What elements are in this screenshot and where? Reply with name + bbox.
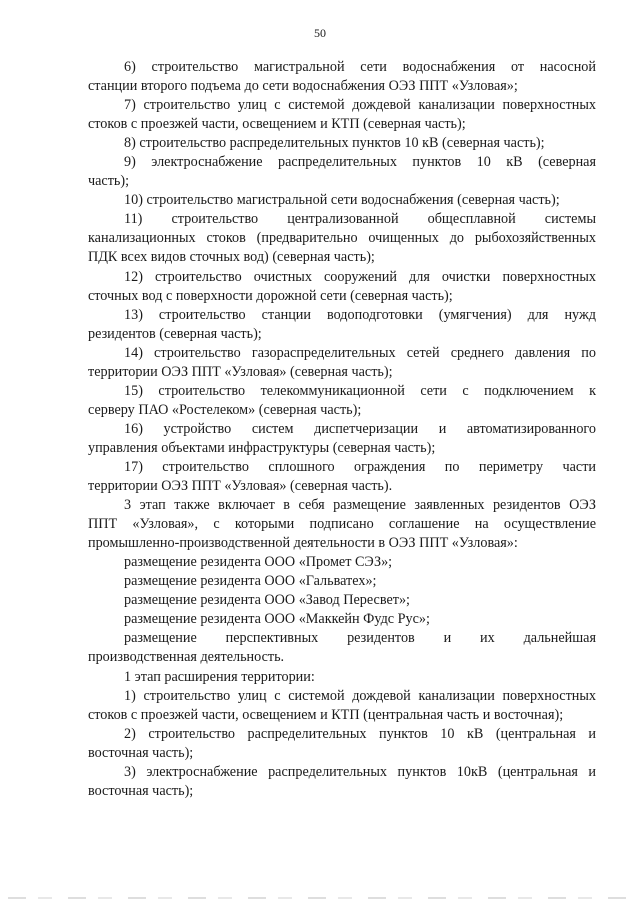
paragraph-line: резидентов (северная часть); (88, 325, 262, 342)
paragraph-line: восточная часть); (88, 782, 194, 799)
paragraph-line: 8) строительство распределительных пунктов 10 кВ (северная часть); (124, 135, 545, 152)
paragraph-line: 1 этап расширения территории: (124, 668, 315, 685)
paragraph-line: стоков с проезжей части, освещением и КТП (центральная часть и восточная); (88, 706, 564, 723)
paragraph-line: стоков с проезжей части, освещением и КТП (северная часть); (88, 116, 466, 133)
paragraph-line: территории ОЭЗ ППТ «Узловая» (северная часть). (88, 478, 393, 495)
paragraph-line: 6) строительство магистральной сети водоснабжения от насосной (124, 59, 596, 75)
paragraph-line: часть); (88, 173, 130, 190)
paragraph (88, 629, 596, 667)
paragraph (88, 572, 596, 591)
paragraph-line: серверу ПАО «Ростелеком» (северная часть); (88, 401, 362, 418)
paragraph (88, 58, 596, 96)
paragraph-line: 1) строительство улиц с системой дождевой канализации поверхностных (124, 687, 596, 704)
paragraph-line: 2) строительство распределительных пунктов 10 кВ (центральная и (124, 725, 596, 742)
paragraph (88, 134, 596, 153)
paragraph-line: 15) строительство телекоммуникационной сети с подключением к (124, 382, 596, 399)
paragraph (88, 344, 596, 382)
paragraph-line: 3 этап также включает в себя размещение заявленных резидентов ОЭЗ (124, 497, 596, 514)
paragraph (88, 687, 596, 725)
paragraph (88, 210, 596, 267)
paragraph-line: 10) строительство магистральной сети водоснабжения (северная часть); (124, 192, 560, 209)
paragraph (88, 306, 596, 344)
paragraph-line: 16) устройство систем диспетчеризации и автоматизированного (124, 420, 596, 437)
paragraph-line: станции второго подъема до сети водоснабжения ОЭЗ ППТ «Узловая»; (88, 78, 518, 95)
page-number: 50 (314, 26, 326, 40)
paragraph-line: ПДК всех видов сточных вод) (северная часть); (88, 249, 375, 266)
paragraph-line: 9) электроснабжение распределительных пунктов 10 кВ (северная (124, 154, 596, 171)
paragraph-line: 13) строительство станции водоподготовки (умягчения) для нужд (124, 306, 596, 323)
paragraph (88, 668, 596, 687)
paragraph-line: размещение резидента ООО «Гальватех»; (124, 573, 377, 590)
paragraph (88, 763, 596, 801)
paragraph-line: канализационных стоков (предварительно очищенных до рыбохозяйственных (88, 230, 596, 247)
paragraph-line: производственная деятельность. (88, 649, 285, 666)
paragraph-line: 3) электроснабжение распределительных пунктов 10кВ (центральная и (124, 763, 596, 780)
paragraph-line: 14) строительство газораспределительных сетей среднего давления по (124, 344, 596, 361)
scan-edge-artifact (8, 897, 632, 899)
paragraph-line: сточных вод с поверхности дорожной сети (северная часть); (88, 287, 453, 304)
paragraph (88, 96, 596, 134)
paragraph-line: размещение резидента ООО «Маккейн Фудс Рус»; (124, 611, 430, 628)
paragraph-line: территории ОЭЗ ППТ «Узловая» (северная часть); (88, 363, 393, 380)
paragraph (88, 610, 596, 629)
paragraph-line: управления объектами инфраструктуры (северная часть); (88, 439, 436, 456)
paragraph (88, 191, 596, 210)
paragraph (88, 496, 596, 553)
paragraph (88, 458, 596, 496)
paragraph-line: ППТ «Узловая», с которыми подписано соглашение на осуществление (88, 516, 596, 533)
paragraph-line: промышленно-производственной деятельности в ОЭЗ ППТ «Узловая»: (88, 535, 518, 552)
paragraph (88, 382, 596, 420)
paragraph (88, 591, 596, 610)
paragraph-line: восточная часть); (88, 744, 194, 761)
paragraph (88, 420, 596, 458)
paragraph (88, 268, 596, 306)
document-body (88, 58, 596, 801)
paragraph-line: 11) строительство централизованной общесплавной системы (124, 211, 596, 228)
paragraph (88, 553, 596, 572)
paragraph-line: размещение резидента ООО «Промет СЭЗ»; (124, 554, 393, 571)
paragraph-line: размещение резидента ООО «Завод Пересвет»; (124, 592, 410, 609)
paragraph-line: 7) строительство улиц с системой дождевой канализации поверхностных (124, 97, 596, 114)
paragraph-line: 12) строительство очистных сооружений для очистки поверхностных (124, 268, 596, 285)
paragraph (88, 725, 596, 763)
paragraph (88, 153, 596, 191)
paragraph-line: размещение перспективных резидентов и их дальнейшая (124, 630, 596, 647)
paragraph-line: 17) строительство сплошного ограждения по периметру части (124, 458, 596, 475)
